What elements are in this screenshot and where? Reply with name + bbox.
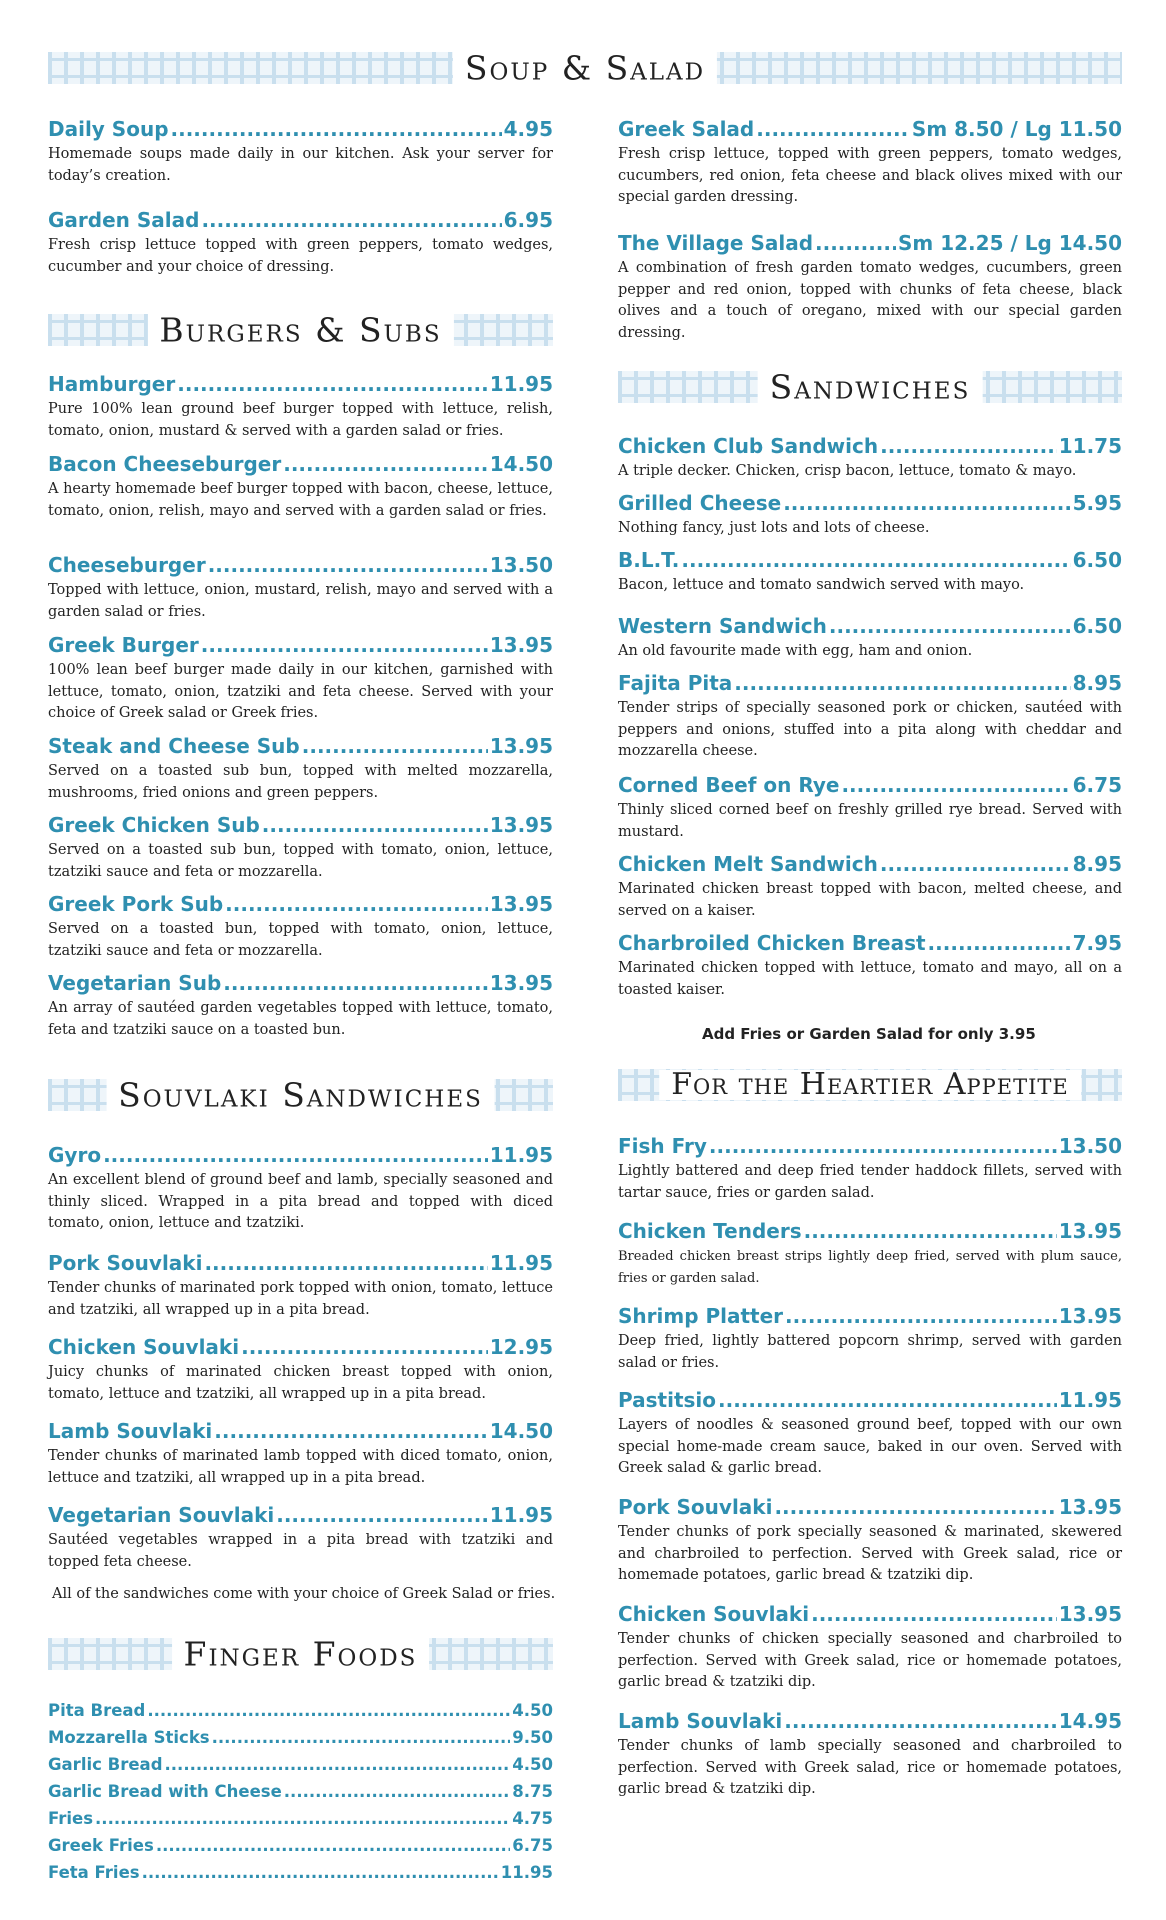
menu-item-lamb-souvlaki-platter bbox=[618, 1708, 1122, 1801]
item-name: Steak and Cheese Sub bbox=[48, 734, 300, 758]
menu-item-blt bbox=[618, 547, 1122, 597]
item-description: Tender chunks of marinated pork topped with onion, tomato, lettuce and tzatziki, all wrapped up in a pita bread. bbox=[48, 1280, 553, 1318]
item-description: Tender chunks of chicken specially seasoned and charbroiled to perfection. Served with Greek salad, rice or homemade potatoes, garlic bread & tzatziki dip. bbox=[618, 1631, 1122, 1690]
item-name: Pork Souvlaki bbox=[48, 1251, 203, 1275]
menu-item-cheeseburger bbox=[48, 552, 553, 623]
item-name: Pork Souvlaki bbox=[618, 1495, 773, 1519]
item-price: 13.95 bbox=[489, 813, 553, 837]
item-description: A triple decker. Chicken, crisp bacon, lettuce, tomato & mayo. bbox=[618, 463, 1077, 479]
item-name: Chicken Melt Sandwich bbox=[618, 852, 878, 876]
item-name: Daily Soup bbox=[48, 117, 169, 141]
item-price: 13.95 bbox=[1058, 1602, 1122, 1626]
item-name: Garden Salad bbox=[48, 208, 200, 232]
item-price: 13.95 bbox=[489, 734, 553, 758]
section-title-finger-foods: Finger Foods bbox=[172, 1638, 430, 1671]
finger-food-item bbox=[48, 1697, 553, 1724]
item-description: A combination of fresh garden tomato wedges, cucumbers, green pepper and red onion, topped with chunks of feta cheese, black olives and a touch of oregano, mixed with our special garden dressing. bbox=[618, 260, 1122, 341]
item-price: 12.95 bbox=[489, 1335, 553, 1359]
menu-item-pastitsio bbox=[618, 1387, 1122, 1480]
menu-item-daily-soup bbox=[48, 116, 553, 187]
menu-item-charbroiled-chicken bbox=[618, 930, 1122, 1001]
menu-item-chicken-souvlaki-platter bbox=[618, 1601, 1122, 1694]
item-name: Vegetarian Sub bbox=[48, 971, 222, 995]
item-price: 13.50 bbox=[489, 553, 553, 577]
item-price: 6.50 bbox=[1072, 548, 1122, 572]
item-price: 13.95 bbox=[1058, 1304, 1122, 1328]
item-description: Pure 100% lean ground beef burger topped with lettuce, relish, tomato, onion, mustard & served with a garden salad or fries. bbox=[48, 401, 553, 439]
finger-food-item bbox=[48, 1832, 553, 1859]
item-name: Lamb Souvlaki bbox=[48, 1419, 213, 1443]
item-name: Chicken Club Sandwich bbox=[618, 434, 879, 458]
item-description: Marinated chicken breast topped with bacon, melted cheese, and served on a kaiser. bbox=[618, 881, 1122, 919]
menu-item-western-sandwich bbox=[618, 613, 1122, 663]
item-name: Greek Burger bbox=[48, 633, 199, 657]
item-price: 6.75 bbox=[512, 1836, 553, 1855]
item-description: Layers of noodles & seasoned ground beef, topped with our own special home-made cream sauce, baked in our oven. Served with Greek salad & garlic bread. bbox=[618, 1417, 1122, 1476]
item-description: Fresh crisp lettuce topped with green peppers, tomato wedges, cucumber and your choice of dressing. bbox=[48, 237, 553, 275]
item-price: 5.95 bbox=[1072, 491, 1122, 515]
menu-item-pork-souvlaki bbox=[48, 1250, 553, 1321]
item-name: Gyro bbox=[48, 1143, 102, 1167]
item-description: Deep fried, lightly battered popcorn shrimp, served with garden salad or fries. bbox=[618, 1333, 1122, 1371]
finger-food-item bbox=[48, 1859, 553, 1886]
menu-item-greek-pork-sub bbox=[48, 891, 553, 962]
item-price: 6.75 bbox=[1072, 773, 1122, 797]
finger-food-item bbox=[48, 1805, 553, 1832]
menu-item-village-salad bbox=[618, 230, 1122, 344]
item-description: Tender chunks of pork specially seasoned & marinated, skewered and charbroiled to perfection. Served with Greek salad, rice or homemade potatoes, garlic bread & tzatziki dip. bbox=[618, 1524, 1122, 1583]
item-description: A hearty homemade beef burger topped with bacon, cheese, lettuce, tomato, onion, relish, mayo and served with a garden salad or fries. bbox=[48, 481, 553, 519]
item-description: Nothing fancy, just lots and lots of cheese. bbox=[618, 520, 930, 536]
item-name: Chicken Souvlaki bbox=[618, 1602, 810, 1626]
item-description: An array of sautéed garden vegetables topped with lettuce, tomato, feta and tzatziki sauce on a toasted bun. bbox=[48, 1000, 553, 1038]
menu-item-bacon-cheeseburger bbox=[48, 451, 553, 522]
item-description: Juicy chunks of marinated chicken breast topped with onion, tomato, lettuce and tzatziki, all wrapped up in a pita bread. bbox=[48, 1364, 553, 1402]
item-name: Chicken Souvlaki bbox=[48, 1335, 240, 1359]
menu-item-fish-fry bbox=[618, 1133, 1122, 1204]
menu-item-steak-cheese-sub bbox=[48, 733, 553, 804]
item-name: B.L.T. bbox=[618, 548, 680, 572]
item-price: 11.95 bbox=[489, 1251, 553, 1275]
item-name: Greek Pork Sub bbox=[48, 892, 224, 916]
heartier-banner bbox=[618, 1065, 1122, 1105]
burgers-subs-banner bbox=[48, 310, 553, 350]
item-name: Garlic Bread bbox=[48, 1755, 163, 1774]
item-price: 13.50 bbox=[1058, 1134, 1122, 1158]
menu-item-lamb-souvlaki bbox=[48, 1418, 553, 1489]
item-name: Hamburger bbox=[48, 372, 176, 396]
item-name: Fish Fry bbox=[618, 1134, 707, 1158]
menu-item-vegetarian-sub bbox=[48, 970, 553, 1041]
item-description: 100% lean beef burger made daily in our kitchen, garnished with lettuce, tomato, onion, tzatziki and feta cheese. Served with your choice of Greek salad or Greek fries. bbox=[48, 662, 553, 721]
item-description: An old favourite made with egg, ham and onion. bbox=[618, 643, 973, 659]
menu-item-fajita-pita bbox=[618, 670, 1122, 763]
item-price: 14.50 bbox=[489, 452, 553, 476]
menu-item-greek-chicken-sub bbox=[48, 812, 553, 883]
item-price: 6.50 bbox=[1072, 614, 1122, 638]
item-price: 13.95 bbox=[1058, 1495, 1122, 1519]
finger-food-item bbox=[48, 1778, 553, 1805]
sandwiches-banner bbox=[618, 367, 1122, 407]
item-price: 11.95 bbox=[489, 1143, 553, 1167]
menu-item-shrimp-platter bbox=[618, 1303, 1122, 1374]
finger-food-item bbox=[48, 1751, 553, 1778]
item-price: 11.95 bbox=[489, 1503, 553, 1527]
item-description: Lightly battered and deep fried tender haddock fillets, served with tartar sauce, fries or garden salad. bbox=[618, 1163, 1122, 1201]
item-price: 11.95 bbox=[1058, 1388, 1122, 1412]
item-price: 13.95 bbox=[489, 971, 553, 995]
finger-food-item bbox=[48, 1724, 553, 1751]
menu-item-chicken-souvlaki bbox=[48, 1334, 553, 1405]
item-name: Pita Bread bbox=[48, 1701, 146, 1720]
item-name: Shrimp Platter bbox=[618, 1304, 784, 1328]
section-title-sandwiches: Sandwiches bbox=[758, 371, 983, 404]
menu-item-greek-burger bbox=[48, 632, 553, 725]
item-price: 8.75 bbox=[512, 1782, 553, 1801]
menu-item-grilled-cheese bbox=[618, 490, 1122, 540]
item-price: 4.50 bbox=[512, 1701, 553, 1720]
menu-item-gyro bbox=[48, 1142, 553, 1235]
item-price: 11.95 bbox=[489, 372, 553, 396]
item-price: 14.50 bbox=[489, 1419, 553, 1443]
item-price: 11.95 bbox=[500, 1863, 553, 1882]
souvlaki-banner bbox=[48, 1075, 553, 1115]
item-price: 11.75 bbox=[1058, 434, 1122, 458]
menu-item-chicken-club bbox=[618, 433, 1122, 483]
sandwich-note: All of the sandwiches come with your choice of Greek Salad or fries. bbox=[52, 1586, 556, 1602]
item-name: Mozzarella Sticks bbox=[48, 1728, 210, 1747]
item-name: Feta Fries bbox=[48, 1863, 140, 1882]
section-title-heartier: For the Heartier Appetite bbox=[659, 1070, 1081, 1100]
item-price: 14.95 bbox=[1058, 1709, 1122, 1733]
finger-foods-banner bbox=[48, 1634, 553, 1674]
item-description: Served on a toasted bun, topped with tomato, onion, lettuce, tzatziki sauce and feta or mozzarella. bbox=[48, 921, 553, 959]
item-name: Chicken Tenders bbox=[618, 1219, 802, 1243]
item-description: Bacon, lettuce and tomato sandwich served with mayo. bbox=[618, 577, 1025, 593]
item-name: Grilled Cheese bbox=[618, 491, 782, 515]
item-name: Pastitsio bbox=[618, 1388, 716, 1412]
item-name: Garlic Bread with Cheese bbox=[48, 1782, 282, 1801]
menu-item-pork-souvlaki-platter bbox=[618, 1494, 1122, 1587]
item-name: Cheeseburger bbox=[48, 553, 206, 577]
item-price: 6.95 bbox=[503, 208, 553, 232]
item-description: Sautéed vegetables wrapped in a pita bread with tzatziki and topped feta cheese. bbox=[48, 1532, 553, 1570]
item-price: 4.50 bbox=[512, 1755, 553, 1774]
item-description: Served on a toasted sub bun, topped with tomato, onion, lettuce, tzatziki sauce and feta or mozzarella. bbox=[48, 842, 553, 880]
menu-item-hamburger bbox=[48, 371, 553, 442]
menu-item-chicken-tenders bbox=[618, 1218, 1122, 1289]
item-description: Marinated chicken topped with lettuce, tomato and mayo, all on a toasted kaiser. bbox=[618, 960, 1122, 998]
item-name: Bacon Cheeseburger bbox=[48, 452, 282, 476]
item-price: Sm 12.25 / Lg 14.50 bbox=[898, 231, 1122, 255]
item-description: Tender chunks of marinated lamb topped with diced tomato, onion, lettuce and tzatziki, all wrapped up in a pita bread. bbox=[48, 1448, 553, 1486]
item-price: 13.95 bbox=[1058, 1219, 1122, 1243]
item-price: 8.95 bbox=[1072, 852, 1122, 876]
menu-item-corned-beef bbox=[618, 772, 1122, 843]
item-description: Tender chunks of lamb specially seasoned and charbroiled to perfection. Served with Greek salad, rice or homemade potatoes, garlic bread & tzatziki dip. bbox=[618, 1738, 1122, 1797]
item-price: Sm 8.50 / Lg 11.50 bbox=[911, 117, 1122, 141]
section-title-soup-salad: Soup & Salad bbox=[453, 52, 717, 85]
item-description: Fresh crisp lettuce, topped with green peppers, tomato wedges, cucumbers, red onion, feta cheese and black olives mixed with our special garden dressing. bbox=[618, 146, 1122, 205]
item-price: 9.50 bbox=[512, 1728, 553, 1747]
item-description: Tender strips of specially seasoned pork or chicken, sautéed with peppers and onions, stuffed into a pita along with cheddar and mozzarella cheese. bbox=[618, 700, 1122, 759]
item-name: Fries bbox=[48, 1809, 94, 1828]
item-description: Thinly sliced corned beef on freshly grilled rye bread. Served with mustard. bbox=[618, 802, 1122, 840]
item-price: 13.95 bbox=[489, 892, 553, 916]
item-description: Topped with lettuce, onion, mustard, relish, mayo and served with a garden salad or fries. bbox=[48, 582, 553, 620]
item-price: 8.95 bbox=[1072, 671, 1122, 695]
item-price: 7.95 bbox=[1072, 931, 1122, 955]
item-name: The Village Salad bbox=[618, 231, 814, 255]
item-price: 4.75 bbox=[512, 1809, 553, 1828]
item-name: Greek Chicken Sub bbox=[48, 813, 260, 837]
item-price: 4.95 bbox=[503, 117, 553, 141]
item-description: Served on a toasted sub bun, topped with melted mozzarella, mushrooms, fried onions and green peppers. bbox=[48, 763, 553, 801]
item-name: Vegetarian Souvlaki bbox=[48, 1503, 275, 1527]
item-description: An excellent blend of ground beef and lamb, specially seasoned and thinly sliced. Wrapped in a pita bread and topped with diced tomato, onion, lettuce and tzatziki. bbox=[48, 1172, 553, 1231]
menu-item-greek-salad bbox=[618, 116, 1122, 209]
item-name: Western Sandwich bbox=[618, 614, 827, 638]
item-name: Lamb Souvlaki bbox=[618, 1709, 783, 1733]
finger-foods-list bbox=[48, 1697, 553, 1886]
item-name: Fajita Pita bbox=[618, 671, 733, 695]
item-name: Corned Beef on Rye bbox=[618, 773, 840, 797]
section-title-souvlaki: Souvlaki Sandwiches bbox=[106, 1079, 495, 1112]
item-description: Homemade soups made daily in our kitchen. Ask your server for today’s creation. bbox=[48, 146, 553, 184]
item-price: 13.95 bbox=[489, 633, 553, 657]
item-name: Charbroiled Chicken Breast bbox=[618, 931, 926, 955]
item-name: Greek Fries bbox=[48, 1836, 154, 1855]
menu-item-vegetarian-souvlaki bbox=[48, 1502, 553, 1573]
fries-addon-note: Add Fries or Garden Salad for only 3.95 bbox=[702, 1025, 1036, 1043]
item-description: Breaded chicken breast strips lightly deep fried, served with plum sauce, fries or garden salad. bbox=[618, 1249, 1122, 1286]
menu-item-chicken-melt bbox=[618, 851, 1122, 922]
item-name: Greek Salad bbox=[618, 117, 755, 141]
menu-item-garden-salad bbox=[48, 207, 553, 278]
section-title-burgers-subs: Burgers & Subs bbox=[147, 314, 453, 347]
soup-salad-banner bbox=[48, 48, 1122, 88]
